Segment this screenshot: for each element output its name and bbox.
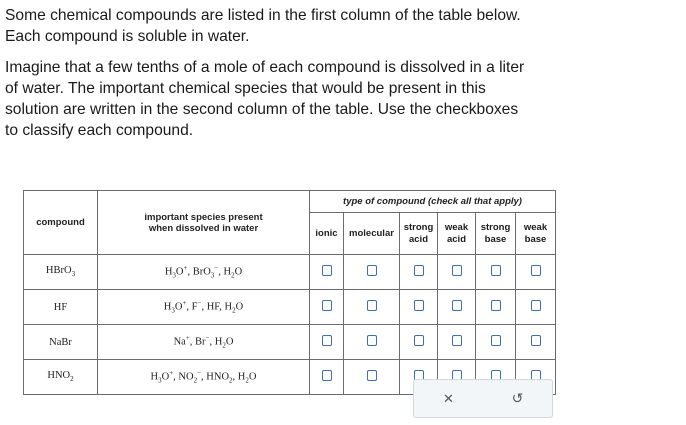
intro-line-2: Each compound is soluble in water.	[5, 28, 250, 45]
weak-acid-cell	[438, 290, 476, 325]
header-species-line2: when dissolved in water	[148, 222, 259, 234]
checkbox-weak-base[interactable]	[531, 335, 541, 346]
header-species	[98, 191, 310, 255]
checkbox-molecular[interactable]	[367, 265, 377, 276]
molecular-cell	[344, 290, 400, 325]
intro-line-5: solution are written in the second column of the table. Use the checkboxes	[5, 101, 519, 118]
intro-line-3: Imagine that a few tenths of a mole of each compound is dissolved in a liter	[5, 59, 525, 76]
checkbox-ionic[interactable]	[322, 265, 332, 276]
header-weak-acid-2: acid	[446, 233, 466, 245]
weak-acid-cell	[438, 255, 476, 290]
strong-base-cell	[476, 290, 516, 325]
compound-cell: $HNO_2$	[24, 360, 98, 395]
ionic-cell	[310, 325, 344, 360]
strong-base-cell	[476, 255, 516, 290]
header-strong-acid-2: acid	[408, 233, 428, 245]
strong-acid-cell	[400, 325, 438, 360]
header-weak-base-1: weak	[523, 221, 548, 233]
species-cell: $H_3O^+$, $NO_2^-$, $HNO_2$, $H_2O$	[98, 360, 310, 395]
checkbox-strong-acid[interactable]	[414, 265, 424, 276]
intro-paragraph-2	[5, 57, 683, 141]
checkbox-strong-acid[interactable]	[414, 335, 424, 346]
header-compound: compound	[24, 191, 98, 255]
header-type-group: type of compound (check all that apply)	[310, 191, 556, 213]
undo-button[interactable]	[483, 380, 552, 417]
answer-action-bar	[413, 379, 553, 418]
strong-base-cell	[476, 325, 516, 360]
molecular-cell	[344, 360, 400, 395]
molecular-cell	[344, 255, 400, 290]
species-cell: $H_3O^+$, BrO$_3$−, $H_2O$	[98, 255, 310, 290]
ionic-cell	[310, 360, 344, 395]
header-strong-acid-1: strong	[403, 221, 434, 233]
strong-acid-cell	[400, 290, 438, 325]
table-row	[24, 325, 556, 360]
header-molecular: molecular	[344, 213, 400, 255]
question-text	[5, 5, 683, 141]
checkbox-ionic[interactable]	[322, 300, 332, 311]
header-weak-acid	[438, 213, 476, 255]
intro-line-6: to classify each compound.	[5, 122, 194, 139]
header-weak-base	[516, 213, 556, 255]
header-ionic: ionic	[310, 213, 344, 255]
header-strong-base-1: strong	[480, 221, 511, 233]
checkbox-molecular[interactable]	[367, 300, 377, 311]
compound-cell: NaBr	[24, 325, 98, 360]
ionic-cell	[310, 255, 344, 290]
weak-base-cell	[516, 290, 556, 325]
close-icon: ✕	[443, 390, 454, 406]
checkbox-weak-acid[interactable]	[452, 265, 462, 276]
table-row	[24, 290, 556, 325]
checkbox-weak-base[interactable]	[531, 265, 541, 276]
ionic-cell	[310, 290, 344, 325]
checkbox-weak-base[interactable]	[531, 300, 541, 311]
classification-table	[23, 190, 556, 395]
checkbox-strong-acid[interactable]	[414, 300, 424, 311]
clear-button[interactable]	[414, 380, 483, 417]
checkbox-ionic[interactable]	[322, 335, 332, 346]
weak-acid-cell	[438, 325, 476, 360]
header-weak-acid-1: weak	[444, 221, 469, 233]
intro-paragraph-1	[5, 5, 683, 47]
header-strong-acid	[400, 213, 438, 255]
compound-cell: HF	[24, 290, 98, 325]
species-cell: Na+, Br−, $H_2O$	[98, 325, 310, 360]
checkbox-molecular[interactable]	[367, 335, 377, 346]
checkbox-strong-base[interactable]	[491, 265, 501, 276]
checkbox-strong-base[interactable]	[491, 335, 501, 346]
checkbox-strong-base[interactable]	[491, 300, 501, 311]
compound-cell: HBrO$_3$	[24, 255, 98, 290]
weak-base-cell	[516, 255, 556, 290]
table-row	[24, 255, 556, 290]
checkbox-weak-acid[interactable]	[452, 335, 462, 346]
checkbox-molecular[interactable]	[367, 370, 377, 381]
strong-acid-cell	[400, 255, 438, 290]
header-weak-base-2: base	[524, 233, 547, 245]
checkbox-weak-acid[interactable]	[452, 300, 462, 311]
header-strong-base-2: base	[484, 233, 507, 245]
checkbox-ionic[interactable]	[322, 370, 332, 381]
species-cell: $H_3O^+$, F−, HF, $H_2O$	[98, 290, 310, 325]
intro-line-4: of water. The important chemical species that would be present in this	[5, 80, 486, 97]
weak-base-cell	[516, 325, 556, 360]
undo-icon: ↺	[511, 390, 524, 406]
molecular-cell	[344, 325, 400, 360]
header-species-line1: important species present	[144, 211, 263, 223]
header-strong-base	[476, 213, 516, 255]
intro-line-1: Some chemical compounds are listed in the first column of the table below.	[5, 7, 521, 24]
